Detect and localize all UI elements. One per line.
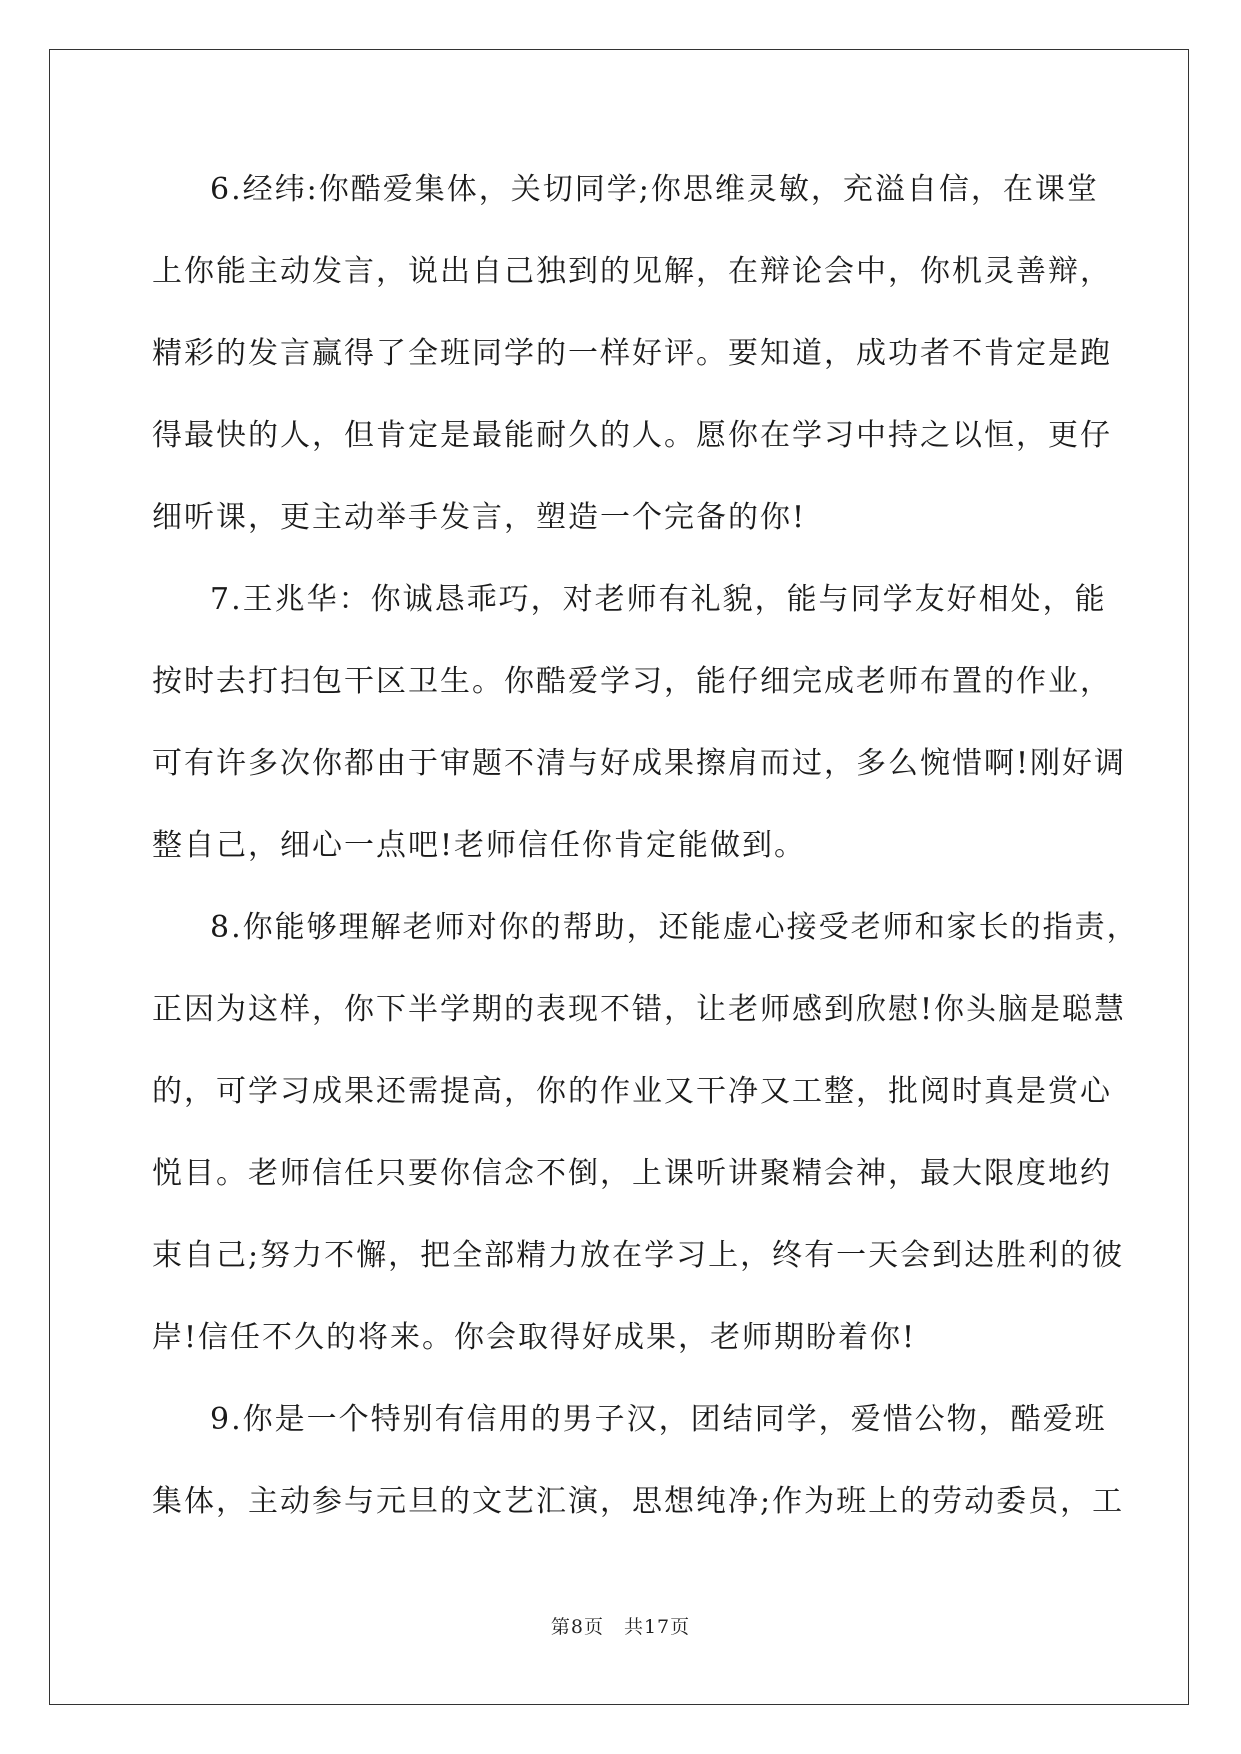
paragraph-9-line-2: 集体，主动参与元旦的文艺汇演，思想纯净;作为班上的劳动委员，工: [152, 1484, 1125, 1519]
paragraph-7-line-1: 7.王兆华：你诚恳乖巧，对老师有礼貌，能与同学友好相处，能: [210, 582, 1107, 617]
paragraph-8-line-2: 正因为这样，你下半学期的表现不错，让老师感到欣慰!你头脑是聪慧: [152, 992, 1127, 1027]
paragraph-6-line-3: 精彩的发言赢得了全班同学的一样好评。要知道，成功者不肯定是跑: [152, 336, 1112, 371]
paragraph-7-line-3: 可有许多次你都由于审题不清与好成果擦肩而过，多么惋惜啊!刚好调: [152, 746, 1127, 781]
paragraph-6-line-2: 上你能主动发言，说出自己独到的见解，在辩论会中，你机灵善辩，: [152, 254, 1112, 289]
paragraph-8-line-4: 悦目。老师信任只要你信念不倒，上课听讲聚精会神，最大限度地约: [152, 1156, 1112, 1191]
paragraph-6-line-1: 6.经纬:你酷爱集体，关切同学;你思维灵敏，充溢自信，在课堂: [210, 172, 1099, 207]
paragraph-8-line-1: 8.你能够理解老师对你的帮助，还能虚心接受老师和家长的指责，: [210, 910, 1139, 945]
paragraph-6-line-4: 得最快的人，但肯定是最能耐久的人。愿你在学习中持之以恒，更仔: [152, 418, 1112, 453]
paragraph-9-line-1: 9.你是一个特别有信用的男子汉，团结同学，爱惜公物，酷爱班: [210, 1402, 1107, 1437]
paragraph-7-line-4: 整自己，细心一点吧!老师信任你肯定能做到。: [152, 828, 807, 863]
paragraph-7-line-2: 按时去打扫包干区卫生。你酷爱学习，能仔细完成老师布置的作业，: [152, 664, 1112, 699]
paragraph-6-line-5: 细听课，更主动举手发言，塑造一个完备的你!: [152, 500, 807, 535]
page-number-footer: 第8页 共17页: [550, 1616, 691, 1638]
paragraph-8-line-5: 束自己;努力不懈，把全部精力放在学习上，终有一天会到达胜利的彼: [152, 1238, 1125, 1273]
paragraph-8-line-6: 岸!信任不久的将来。你会取得好成果，老师期盼着你!: [152, 1320, 917, 1355]
paragraph-8-line-3: 的，可学习成果还需提高，你的作业又干净又工整，批阅时真是赏心: [152, 1074, 1112, 1109]
document-body: [152, 160, 1139, 1554]
